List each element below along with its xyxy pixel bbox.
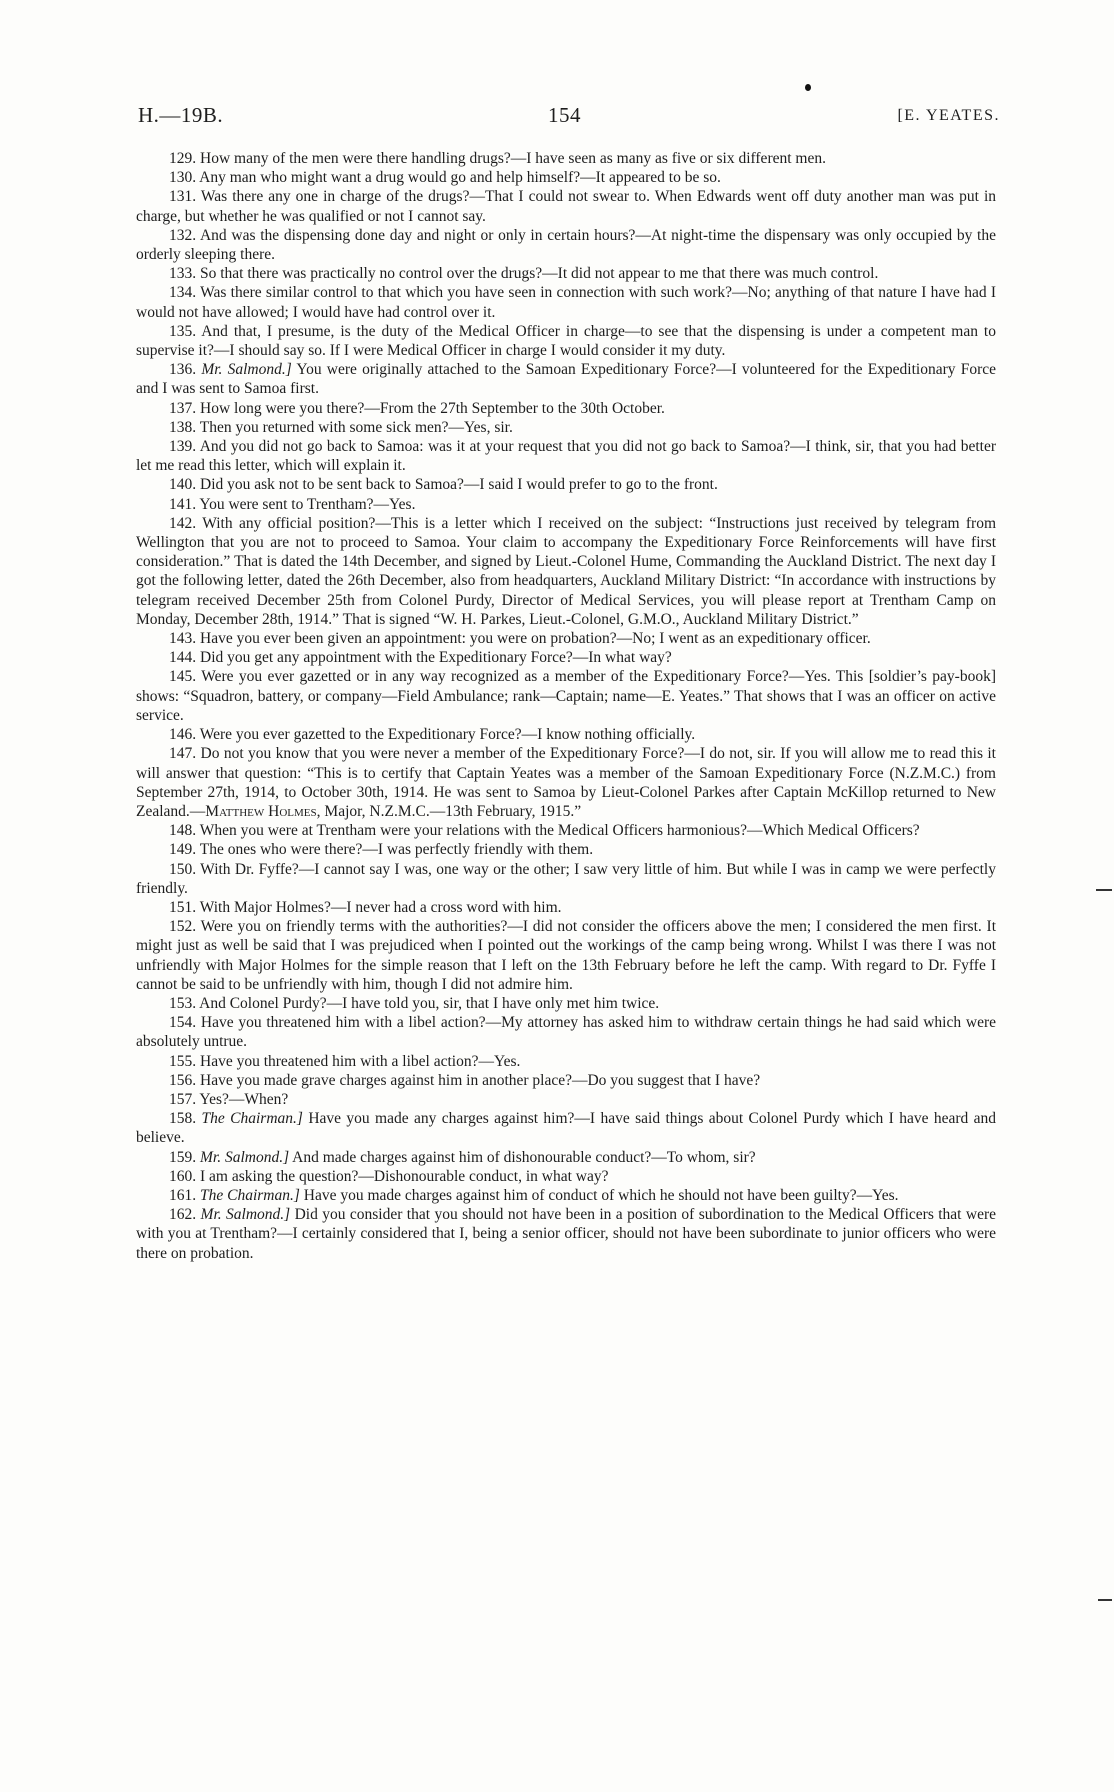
margin-mark — [1096, 889, 1112, 891]
paragraph: 151. With Major Holmes?—I never had a cross word with him. — [169, 898, 562, 916]
paragraph — [136, 1205, 996, 1263]
speaker: Mr. Salmond.] — [200, 1206, 291, 1224]
ink-dot — [805, 84, 811, 91]
question-number: 158. — [169, 1110, 197, 1128]
margin-mark — [1098, 1599, 1112, 1601]
paragraph: 138. Then you returned with some sick men?—Yes, sir. — [169, 418, 513, 436]
paragraph: 157. Yes?—When? — [169, 1090, 289, 1108]
paragraph-text-end: , Major, N.Z.M.C.—13th February, 1915.” — [316, 802, 582, 820]
page-header — [138, 103, 1000, 129]
paragraph: 143. Have you ever been given an appointment: you were on probation?—No; I went as an expeditionary officer. — [169, 630, 871, 648]
paragraph: 148. When you were at Trentham were your relations with the Medical Officers harmonious?—Which Medical Officers? — [169, 822, 920, 840]
witness-name: [E. YEATES. — [897, 107, 1000, 124]
paragraph: 140. Did you ask not to be sent back to Samoa?—I said I would prefer to go to the front. — [169, 476, 718, 494]
page-number: 154 — [548, 103, 581, 127]
paragraph: 156. Have you made grave charges against him in another place?—Do you suggest that I have? — [169, 1071, 761, 1089]
paragraph: 146. Were you ever gazetted to the Expeditionary Force?—I know nothing officially. — [169, 726, 696, 744]
signatory-surname: Holmes — [268, 802, 317, 820]
paragraph: 149. The ones who were there?—I was perfectly friendly with them. — [169, 841, 594, 859]
paragraph: 152. Were you on friendly terms with the authorities?—I did not consider the officers above the men; I considered the men first. It might just as well be said that I was prejudiced when I pointed out the workings of the camp being wrong. Whilst I was there I was not unfriendly with Major Holmes for the simple reason that I left on the 13th February before he left the camp. With regard to Dr. Fyffe I cannot be said to be unfriendly with him, though I did not admire him. — [136, 918, 996, 993]
paragraph — [136, 1148, 996, 1167]
paragraph: 153. And Colonel Purdy?—I have told you, sir, that I have only met him twice. — [169, 994, 660, 1012]
paragraph — [136, 1109, 996, 1147]
paragraph: 154. Have you threatened him with a libel action?—My attorney has asked him to withdraw certain things he had said which were absolutely untrue. — [136, 1014, 996, 1051]
speaker: The Chairman.] — [200, 1186, 300, 1204]
paragraph-text: You were originally attached to the Samoan Expeditionary Force?—I volunteered for the Expeditionary Force and I was sent to Samoa first. — [136, 361, 996, 398]
paragraph — [136, 1186, 996, 1205]
paragraph: 137. How long were you there?—From the 27th September to the 30th October. — [169, 399, 665, 417]
signatory-first-name: Matthew — [205, 802, 265, 820]
paragraph: 130. Any man who might want a drug would go and help himself?—It appeared to be so. — [169, 169, 721, 187]
speaker: Mr. Salmond.] — [201, 361, 292, 379]
paragraph: 141. You were sent to Trentham?—Yes. — [169, 495, 416, 513]
question-number: 159. — [169, 1148, 197, 1166]
paragraph: 134. Was there similar control to that which you have seen in connection with such work?—No; anything of that nature I have had I would not have allowed; I would have had control over it. — [136, 284, 996, 321]
question-number: 147. — [169, 745, 197, 763]
paragraph: 145. Were you ever gazetted or in any way recognized as a member of the Expeditionary Force?—Yes. This [soldier’s pay-book] shows: “Squadron, battery, or company—Field Ambulance; rank—Captain; name—E. Yeates.” That shows that I was an officer on active service. — [136, 668, 996, 724]
paragraph: 129. How many of the men were there handling drugs?—I have seen as many as five or six different men. — [169, 150, 826, 167]
paragraph: 132. And was the dispensing done day and night or only in certain hours?—At night-time the dispensary was only occupied by the orderly sleeping there. — [136, 226, 996, 264]
paragraph-text: Have you made any charges against him?—I have said things about Colonel Purdy which I have heard and believe. — [136, 1110, 997, 1147]
transcript-body — [136, 149, 996, 1263]
paragraph — [136, 360, 996, 398]
paragraph-text: Do not you know that you were never a member of the Expeditionary Force?—I do not, sir. If you will allow me to read this it will answer that question: “This is to certify that Captain Yeates was a member of the Samoan Expeditionary Force (N.Z.M.C.) from September 27th, 1914, to October 30th, 1914. He was sent to Samoa by Lieut-Colonel Parkes after Captain McKillop returned to New Zealand.— — [136, 745, 996, 820]
paragraph-text: And made charges against him of dishonourable conduct?—To whom, sir? — [292, 1148, 756, 1166]
paragraph: 139. And you did not go back to Samoa: was it at your request that you did not go back to Samoa?—I think, sir, that you had better let me read this letter, which will explain it. — [136, 438, 996, 475]
paragraph: 144. Did you get any appointment with the Expeditionary Force?—In what way? — [169, 649, 672, 667]
question-number: 161. — [169, 1186, 197, 1204]
paragraph: 142. With any official position?—This is a letter which I received on the subject: “Instructions just received by telegram from Wellington that you are not to proceed to Samoa. Your claim to accompany the Expeditionary Force Reinforcements will have first consideration.” That is dated the 14th December, and signed by Lieut.-Colonel Hume, Commanding the Auckland District. The next day I got the following letter, dated the 26th December, also from headquarters, Auckland Military District: “In accordance with instructions by telegram received December 25th from Colonel Purdy, Director of Medical Services, you will please report at Trentham Camp on Monday, December 28th, 1914.” That is signed “W. H. Parkes, Lieut.-Colonel, G.M.O., Auckland Military District.” — [136, 514, 996, 628]
paragraph: 155. Have you threatened him with a libel action?—Yes. — [169, 1052, 521, 1070]
paragraph — [136, 744, 996, 821]
paragraph: 160. I am asking the question?—Dishonourable conduct, in what way? — [169, 1167, 609, 1185]
paragraph-text: Did you consider that you should not have been in a position of subordination to the Medical Officers that were with you at Trentham?—I certainly considered that I, being a senior officer, should not have been subordinate to junior officers who were there on probation. — [136, 1206, 996, 1262]
paragraph: 135. And that, I presume, is the duty of the Medical Officer in charge—to see that the dispensing is under a competent man to supervise it?—I should say so. If I were Medical Officer in charge I would consider it my duty. — [136, 322, 996, 360]
paragraph: 150. With Dr. Fyffe?—I cannot say I was, one way or the other; I saw very little of him. But while I was in camp we were perfectly friendly. — [136, 860, 996, 897]
question-number: 162. — [169, 1206, 197, 1224]
speaker: Mr. Salmond.] — [200, 1148, 290, 1166]
speaker: The Chairman.] — [201, 1110, 303, 1128]
document-code: H.—19B. — [138, 103, 224, 127]
paragraph: 131. Was there any one in charge of the drugs?—That I could not swear to. When Edwards went off duty another man was put in charge, but whether he was qualified or not I cannot say. — [136, 188, 996, 225]
question-number: 136. — [169, 361, 197, 379]
paragraph-text: Have you made charges against him of conduct of which he should not have been guilty?—Yes. — [303, 1186, 899, 1204]
paragraph: 133. So that there was practically no control over the drugs?—It did not appear to me that there was much control. — [169, 265, 879, 283]
